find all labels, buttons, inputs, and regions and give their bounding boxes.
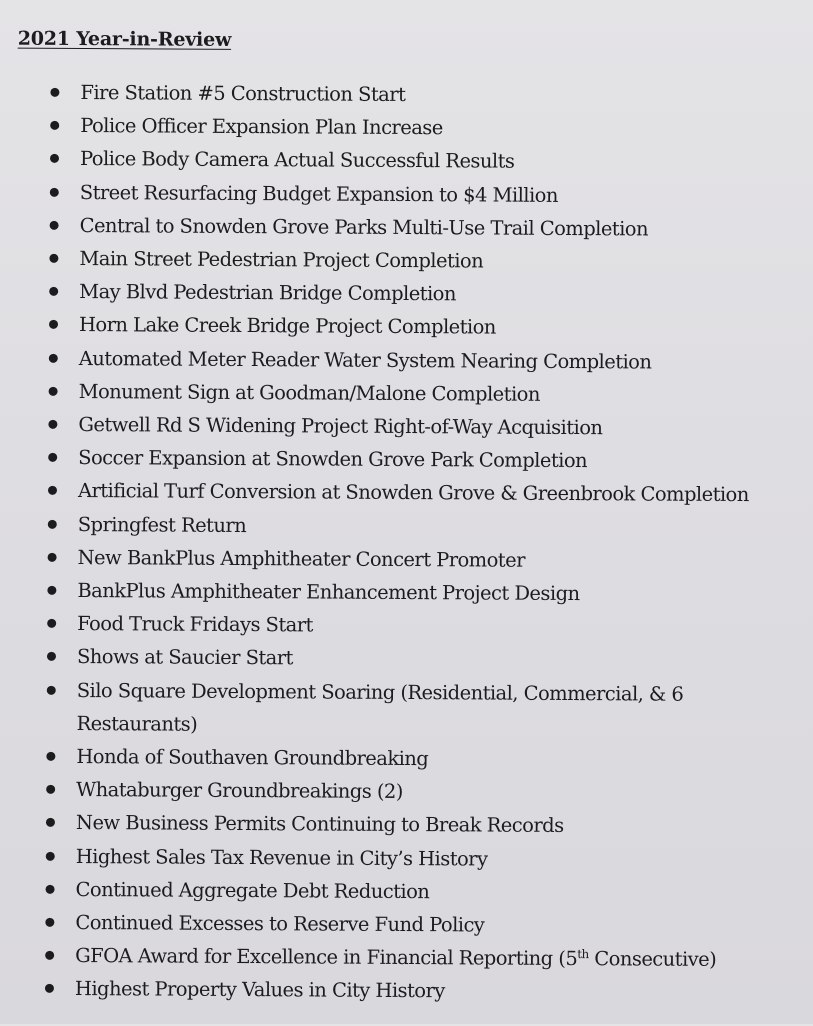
page-title: 2021 Year-in-Review [17,27,232,51]
list-item [0,806,808,844]
list-item [0,872,808,910]
list-item [0,640,809,678]
bullet-icon [49,320,58,329]
list-item-text: New BankPlus Amphitheater Concert Promoter [77,545,525,572]
bullet-icon [48,519,57,528]
list-item-text: Soccer Expansion at Snowden Grove Park Completion [78,446,588,473]
list-item-text: BankPlus Amphitheater Enhancement Project Design [77,579,580,606]
bullet-icon [47,619,56,628]
bullet-icon [45,918,54,927]
list-item [0,142,812,180]
list-item [0,673,717,744]
bullet-icon [45,984,54,993]
list-item [0,740,808,778]
bullet-icon [46,785,55,794]
bullet-icon [49,287,58,296]
list-item-text: Artificial Turf Conversion at Snowden Grove & Greenbrook Completion [77,479,749,507]
list-item-text: Monument Sign at Goodman/Malone Completion [78,379,540,406]
bullet-icon [50,221,59,230]
list-item [0,275,811,313]
bullet-icon [48,420,57,429]
bullet-icon [49,353,58,362]
list-item [0,441,810,479]
list-item [0,408,810,446]
list-item-text: Fire Station #5 Construction Start [80,81,406,106]
list-item [0,607,809,645]
list-item-text: Shows at Saucier Start [76,645,293,670]
list-item-text: Getwell Rd S Widening Project Right-of-Way Acquisition [78,413,603,440]
bullet-icon [45,951,54,960]
list-item [0,374,811,412]
bullet-icon [47,685,56,694]
list-item [0,175,812,213]
list-item [0,507,810,545]
list-item-text: Springfest Return [77,512,247,537]
list-item [0,939,807,977]
list-item-text: Police Officer Expansion Plan Increase [80,114,443,140]
list-item [0,574,809,612]
list-item-text: Central to Snowden Grove Parks Multi-Use Trail Completion [79,213,649,241]
list-item-text: Silo Square Development Soaring (Residential, Commercial, & 6 Restaurants) [76,678,684,736]
list-item-text: Food Truck Fridays Start [77,612,313,637]
list-item-text [75,944,716,971]
bullet-icon [46,851,55,860]
bullet-icon [46,885,55,894]
list-item [0,773,808,811]
list-item-text: Street Resurfacing Budget Expansion to $4 Million [79,180,558,207]
bullet-icon [50,88,59,97]
list-item-text: May Blvd Pedestrian Bridge Completion [79,280,456,306]
list-item [0,839,808,877]
bullet-icon [46,818,55,827]
bullet-icon [48,453,57,462]
list-item [0,540,810,578]
list-item [0,76,813,114]
list-item-text: Continued Excesses to Reserve Fund Policy [75,911,485,937]
bullet-icon [50,121,59,130]
bullet-icon [50,187,59,196]
list-item [0,906,807,944]
list-item-text: Honda of Southaven Groundbreaking [76,745,429,771]
review-list [0,76,813,1011]
list-item-text: Continued Aggregate Debt Reduction [75,877,430,904]
list-item-text: Whataburger Groundbreakings (2) [76,778,403,804]
bullet-icon [48,486,57,495]
list-item-text-end: Consecutive) [588,947,717,972]
list-item-text: Police Body Camera Actual Successful Results [79,147,515,174]
list-item [0,208,812,246]
list-item [0,474,810,512]
list-item-text: Automated Meter Reader Water System Nearing Completion [78,346,652,374]
bullet-icon [47,652,56,661]
bullet-icon [48,553,57,562]
list-item [0,341,811,379]
list-item-text: Main Street Pedestrian Project Completion [79,247,484,273]
list-item [0,972,807,1010]
list-item [0,109,812,147]
bullet-icon [49,387,58,396]
bullet-icon [46,752,55,761]
list-item-text: Horn Lake Creek Bridge Project Completion [78,313,496,339]
bullet-icon [47,586,56,595]
list-item [0,242,812,280]
bullet-icon [50,154,59,163]
bullet-icon [49,254,58,263]
list-item-text: Highest Sales Tax Revenue in City’s History [75,844,488,871]
list-item-text: Highest Property Values in City History [74,977,445,1003]
list-item-text-start: GFOA Award for Excellence in Financial Reporting (5 [75,944,578,971]
list-item-text: New Business Permits Continuing to Break Records [75,811,564,838]
list-item [0,308,811,346]
superscript-ordinal: th [577,947,589,962]
